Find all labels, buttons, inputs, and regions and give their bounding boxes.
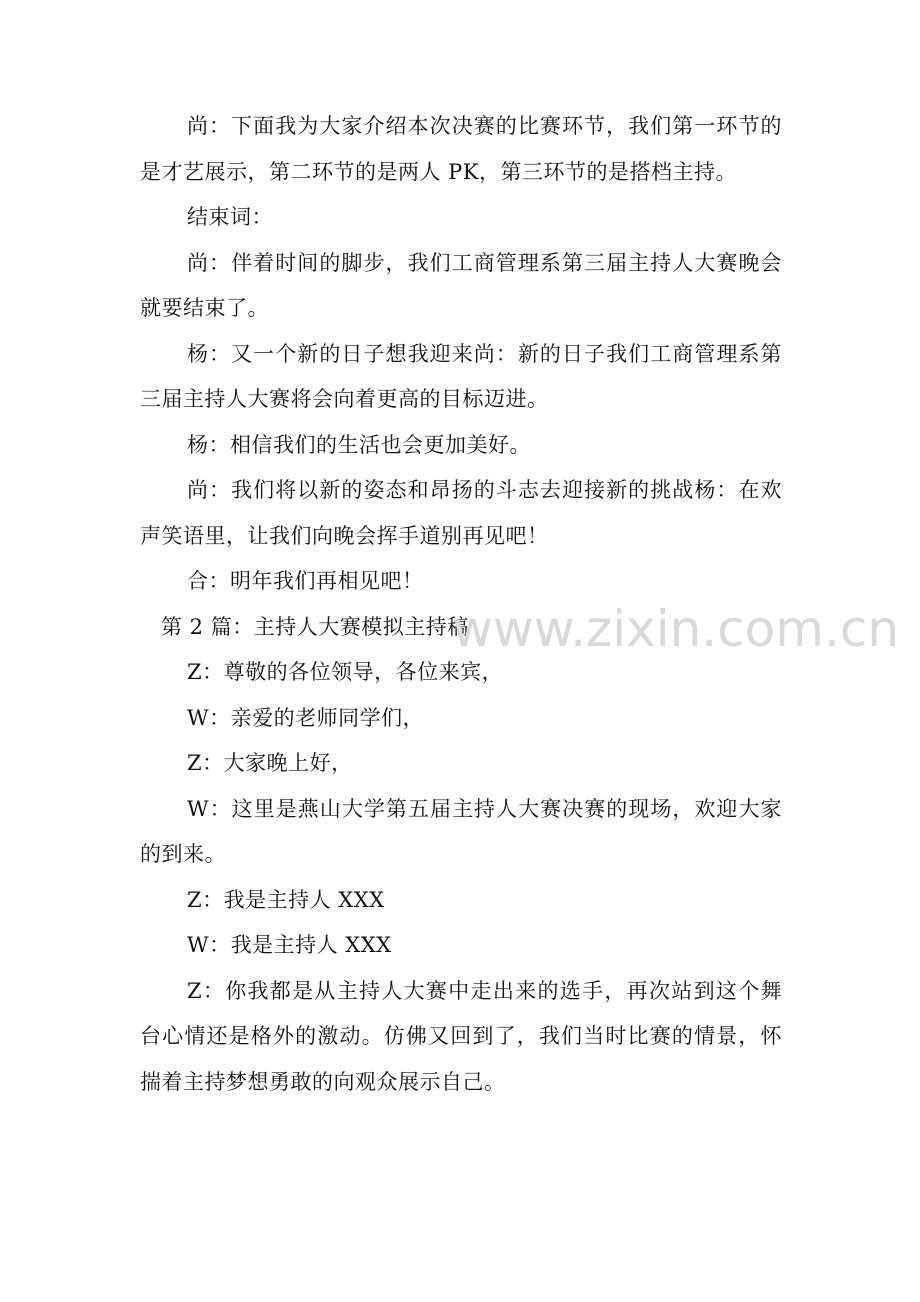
paragraph: 杨：又一个新的日子想我迎来尚：新的日子我们工商管理系第三届主持人大赛将会向着更高的目标迈进。 [140, 341, 782, 411]
document-body [140, 104, 782, 1105]
paragraph: 尚：伴着时间的脚步，我们工商管理系第三届主持人大赛晚会就要结束了。 [140, 250, 782, 320]
paragraph: 尚：我们将以新的姿态和昂扬的斗志去迎接新的挑战杨：在欢声笑语里，让我们向晚会挥手道别再见吧！ [140, 478, 782, 548]
paragraph: 杨：相信我们的生活也会更加美好。 [187, 432, 531, 457]
paragraph: W：亲爱的老师同学们， [187, 705, 425, 730]
paragraph: W：这里是燕山大学第五届主持人大赛决赛的现场，欢迎大家的到来。 [140, 796, 782, 866]
paragraph: Z：我是主持人 XXX [187, 887, 385, 912]
paragraph: W：我是主持人 XXX [187, 933, 392, 957]
paragraph: 尚：下面我为大家介绍本次决赛的比赛环节，我们第一环节的是才艺展示，第二环节的是两人 PK，第三环节的是搭档主持。 [140, 114, 782, 184]
watermark: www.zixin.com.cn [452, 600, 900, 658]
section-heading: 第 2 篇：主持人大赛模拟主持稿 [161, 614, 469, 639]
paragraph: Z：大家晚上好， [187, 751, 353, 775]
paragraph: Z：你我都是从主持人大赛中走出来的选手，再次站到这个舞台心情还是格外的激动。仿佛又回到了，我们当时比赛的情景，怀揣着主持梦想勇敢的向观众展示自己。 [140, 978, 782, 1094]
paragraph: 合：明年我们再相见吧！ [187, 569, 424, 593]
paragraph: 结束词： [187, 205, 273, 229]
paragraph: Z：尊敬的各位领导，各位来宾， [187, 660, 504, 684]
